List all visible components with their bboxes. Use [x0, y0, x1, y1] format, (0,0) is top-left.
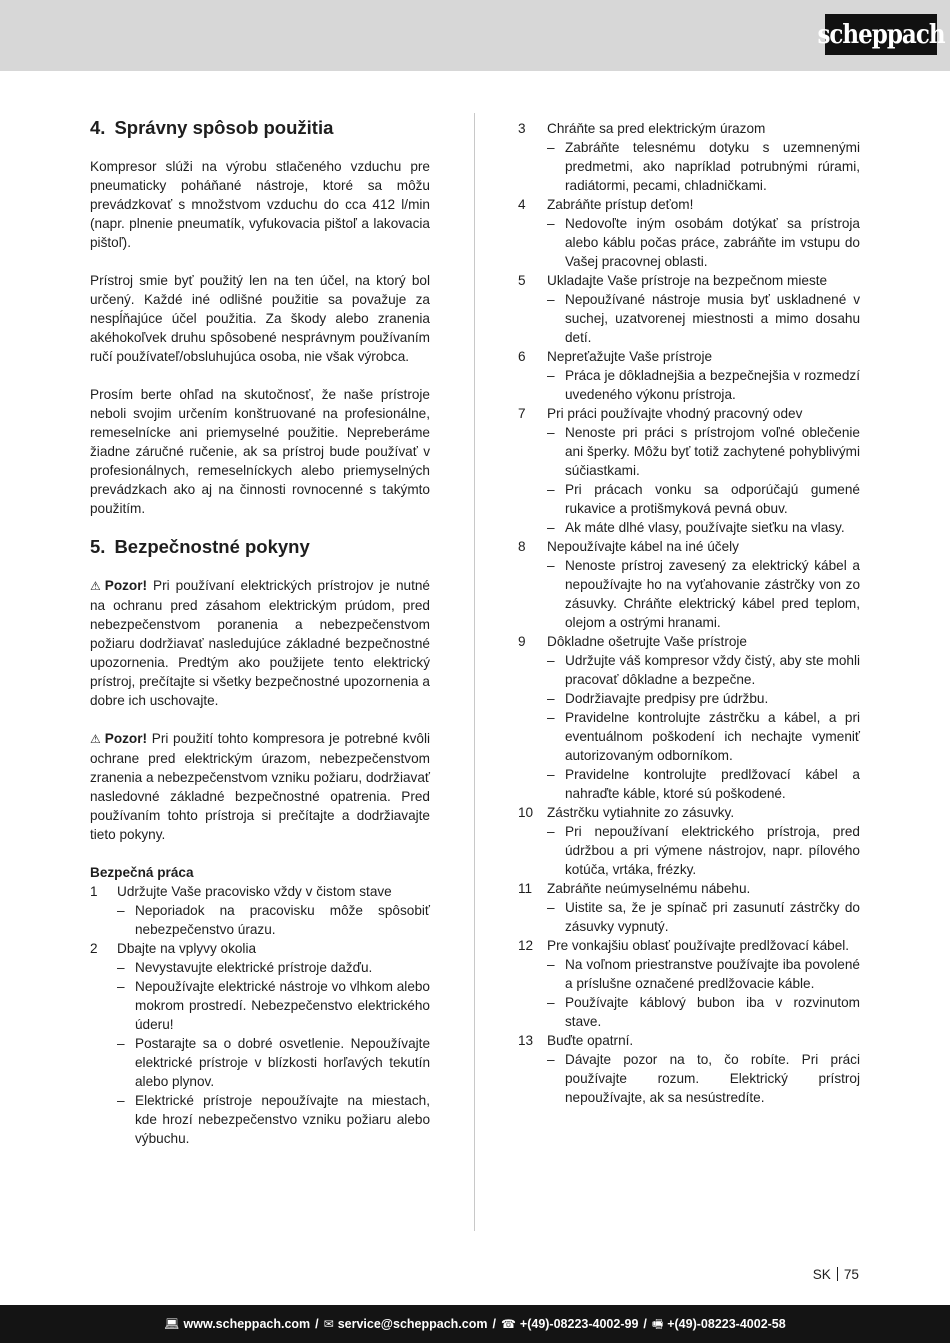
rule-subitem: – Pri prácach vonku sa odporúčajú gumené rukavice a protišmyková pevná obuv.: [547, 480, 860, 518]
footer-separator: /: [643, 1316, 647, 1331]
section-number: 4.: [90, 117, 106, 138]
rule-title: Nepoužívajte kábel na iné účely: [547, 539, 739, 554]
paragraph: Kompresor slúži na výrobu stlačeného vzduchu pre pneumaticky poháňané nástroje, ktoré sa môžu prevádzkovať s množstvom vzduchu do cca 412 l/min (napr. plnenie pneumatík, vyfukovacia pištoľ a lakovacia pištoľ).: [90, 159, 430, 250]
footer-separator: /: [315, 1316, 319, 1331]
scheppach-logo: [817, 14, 945, 55]
rule-subitems: [117, 901, 430, 939]
column-divider: [474, 113, 475, 1231]
rule-title: Buďte opatrní.: [547, 1033, 634, 1048]
warning-label: Pozor!: [104, 578, 148, 593]
rule-number: 1: [90, 884, 98, 899]
footer-fax: +(49)-08223-4002-58: [667, 1316, 786, 1331]
rule-subitems: [547, 822, 860, 879]
subheading-safe-work: Bezpečná práca: [90, 865, 194, 880]
rule-subitem: – Zabráňte telesnému dotyku s uzemnenými predmetmi, ako napríklad potrubnými rúrami, radiátormi, pecami, chladničkami.: [547, 138, 860, 195]
rule-subitems: [547, 214, 860, 271]
safety-rules-list: [90, 882, 430, 1148]
rule-subitem: – Nepoužívajte elektrické nástroje vo vlhkom alebo mokrom prostredí. Nebezpečenstvo elektrického úderu!: [117, 977, 430, 1034]
footer-email[interactable]: service@scheppach.com: [337, 1316, 488, 1331]
rule-subitem: – Na voľnom priestranstve používajte iba povolené a príslušne označené predlžovacie káble.: [547, 955, 860, 993]
rule-subitem: – Udržujte váš kompresor vždy čistý, aby ste mohli pracovať dôkladne a bezpečne.: [547, 651, 860, 689]
warning-text: Pri používaní elektrických prístrojov je nutné na ochranu pred zásahom elektrickým prúdom, pred nebezpečenstvom poranenia a nebezpečenstvom požiaru dodržiavať nasledujúce základné bezpečnostné upozornenia. Predtým ako použijete tento elektrický prístroj, prečítajte si všetky bezpečnostné upozornenia a dobre ich uschovajte.: [90, 578, 430, 708]
rule-number: 7: [518, 406, 526, 421]
rule-title: Pre vonkajšiu oblasť používajte predlžovací kábel.: [547, 938, 850, 953]
rule-subitem: – Pravidelne kontrolujte predlžovací kábel a nahraďte káble, ktoré sú poškodené.: [547, 765, 860, 803]
rule-title: Pri práci používajte vhodný pracovný odev: [547, 406, 803, 421]
rule-subitems: [547, 556, 860, 632]
rule-title: Zabráňte neúmyselnému nábehu.: [547, 881, 751, 896]
page-number: [813, 1265, 859, 1284]
rule-item: [90, 939, 430, 1148]
rule-number: 3: [518, 121, 526, 136]
rule-subitems: [547, 138, 860, 195]
rule-subitem: – Používajte káblový bubon iba v rozvinutom stave.: [547, 993, 860, 1031]
warning-triangle-icon: ⚠: [90, 732, 101, 746]
rule-subitem: – Uistite sa, že je spínač pri zasunutí zástrčky do zásuvky vypnutý.: [547, 898, 860, 936]
paragraph: Prístroj smie byť použitý len na ten účel, na ktorý bol určený. Každé iné odlišné použitie sa považuje za nespĺňajúce účel použitia. Za škody alebo zranenia akéhokoľvek druhu spôsobené nesprávnym používaním ručí používateľ/obsluhujúca osoba, nie však výrobca.: [90, 273, 430, 364]
rule-subitem: – Elektrické prístroje nepoužívajte na miestach, kde hrozí nebezpečenstvo vzniku požiaru alebo výbuchu.: [117, 1091, 430, 1148]
rule-number: 6: [518, 349, 526, 364]
section-5-heading: [90, 535, 430, 559]
rule-item: [518, 404, 860, 537]
right-column: [518, 119, 860, 1107]
rule-subitem: – Nedovoľte iným osobám dotýkať sa prístroja alebo káblu počas práce, zabráňte im vstupu do Vašej pracovnej oblasti.: [547, 214, 860, 271]
rule-subitem: – Postarajte sa o dobré osvetlenie. Nepoužívajte elektrické prístroje v blízkosti horľavých tekutín alebo plynov.: [117, 1034, 430, 1091]
page-number-value: 75: [843, 1267, 859, 1282]
rule-item: [518, 879, 860, 936]
rule-subitems: [117, 958, 430, 1148]
rule-title: Nepreťažujte Vaše prístroje: [547, 349, 713, 364]
rule-subitem: – Nenoste prístroj zavesený za elektrický kábel a nepoužívajte ho na vyťahovanie zástrčky von zo zásuvky. Chráňte elektrický kábel pred teplom, olejom a ostrými hranami.: [547, 556, 860, 632]
rule-subitems: [547, 290, 860, 347]
warning-paragraph: [90, 729, 430, 844]
rule-number: 13: [518, 1033, 534, 1048]
rule-title: Dbajte na vplyvy okolia: [117, 941, 257, 956]
rule-title: Zástrčku vytiahnite zo zásuvky.: [547, 805, 735, 820]
rule-subitem: – Dodržiavajte predpisy pre údržbu.: [547, 689, 860, 708]
computer-icon: 💻︎: [164, 1316, 180, 1331]
rule-title: Chráňte sa pred elektrickým úrazom: [547, 121, 766, 136]
rule-subitems: [547, 898, 860, 936]
rule-number: 12: [518, 938, 534, 953]
rule-item: [518, 271, 860, 347]
paragraph: Prosím berte ohľad na skutočnosť, že naše prístroje neboli svojim určením konštruované na profesionálne, remeselnícke ani priemyselné použitie. Nepreberáme žiadne záručné ručenie, ak sa prístroj bude používať v profesionálnych, remeselníckych alebo priemyselných prevádzkach ako aj na činnosti rovnocenné s takýmto použitím.: [90, 387, 430, 516]
rule-subitem: – Práca je dôkladnejšia a bezpečnejšia v rozmedzí uvedeného výkonu prístroja.: [547, 366, 860, 404]
rule-subitem: – Pravidelne kontrolujte zástrčku a kábel, a pri eventuálnom poškodení ich nechajte vymeniť autorizovaným odborníkom.: [547, 708, 860, 765]
warning-paragraph: [90, 576, 430, 710]
rule-number: 8: [518, 539, 526, 554]
section-title: Správny spôsob použitia: [114, 117, 334, 138]
rule-item: [90, 882, 430, 939]
mail-icon: ✉︎: [323, 1316, 334, 1331]
rule-subitem: – Ak máte dlhé vlasy, používajte sieťku na vlasy.: [547, 518, 860, 537]
rule-subitems: [547, 955, 860, 1031]
fax-icon: 🖷︎: [651, 1316, 664, 1331]
rule-subitems: [547, 1050, 860, 1107]
rule-title: Udržujte Vaše pracovisko vždy v čistom stave: [117, 884, 392, 899]
logo-text: scheppach: [817, 18, 945, 51]
warning-text: Pri použití tohto kompresora je potrebné kvôli ochrane pred elektrickým úrazom, nebezpečenstvom zranenia a nebezpečenstvom vzniku požiaru, dodržiavať nasledovné základné bezpečnostné opatrenia. Pred používaním tohto prístroja si prečítajte a dodržiavajte tieto pokyny.: [90, 731, 430, 842]
rule-number: 2: [90, 941, 98, 956]
rule-subitem: – Nepoužívané nástroje musia byť uskladnené v suchej, uzatvorenej miestnosti a mimo dosahu detí.: [547, 290, 860, 347]
rule-title: Dôkladne ošetrujte Vaše prístroje: [547, 634, 747, 649]
phone-icon: ☎︎: [500, 1316, 516, 1331]
section-4-heading: [90, 116, 430, 140]
rule-title: Zabráňte prístup deťom!: [547, 197, 694, 212]
rule-subitem: – Nenoste pri práci s prístrojom voľné oblečenie ani šperky. Môžu byť totiž zachytené pohyblivými súčiastkami.: [547, 423, 860, 480]
rule-item: [518, 632, 860, 803]
page-number-separator: [837, 1267, 838, 1281]
rule-subitems: [547, 366, 860, 404]
warning-triangle-icon: ⚠: [90, 579, 101, 593]
rule-subitem: – Nevystavujte elektrické prístroje dažďu.: [117, 958, 430, 977]
rule-number: 4: [518, 197, 526, 212]
safety-rules-list: [518, 119, 860, 1107]
rule-number: 9: [518, 634, 526, 649]
rule-item: [518, 347, 860, 404]
footer-bar: [0, 1305, 950, 1343]
rule-number: 10: [518, 805, 534, 820]
rule-subitems: [547, 423, 860, 537]
rule-subitem: – Dávajte pozor na to, čo robíte. Pri práci používajte rozum. Elektrický prístroj nepoužívajte, ak sa nesústredíte.: [547, 1050, 860, 1107]
page-language: SK: [812, 1267, 831, 1282]
section-number: 5.: [90, 536, 106, 557]
rule-subitems: [547, 651, 860, 803]
rule-item: [518, 936, 860, 1031]
warning-label: Pozor!: [104, 731, 148, 746]
rule-item: [518, 195, 860, 271]
header-bar: [0, 0, 950, 71]
rule-number: 5: [518, 273, 526, 288]
rule-number: 11: [518, 881, 533, 896]
rule-item: [518, 537, 860, 632]
section-title: Bezpečnostné pokyny: [114, 536, 310, 557]
rule-item: [518, 803, 860, 879]
rule-item: [518, 1031, 860, 1107]
footer-phone: +(49)-08223-4002-99: [519, 1316, 639, 1331]
rule-item: [518, 119, 860, 195]
rule-subitem: – Pri nepoužívaní elektrického prístroja, pred údržbou a pri výmene nástrojov, napr. pílového kotúča, vrtáka, frézky.: [547, 822, 860, 879]
footer-website[interactable]: www.scheppach.com: [183, 1316, 311, 1331]
footer-separator: /: [492, 1316, 496, 1331]
left-column: [90, 116, 430, 1148]
rule-subitem: – Neporiadok na pracovisku môže spôsobiť nebezpečenstvo úrazu.: [117, 901, 430, 939]
rule-title: Ukladajte Vaše prístroje na bezpečnom mieste: [547, 273, 828, 288]
